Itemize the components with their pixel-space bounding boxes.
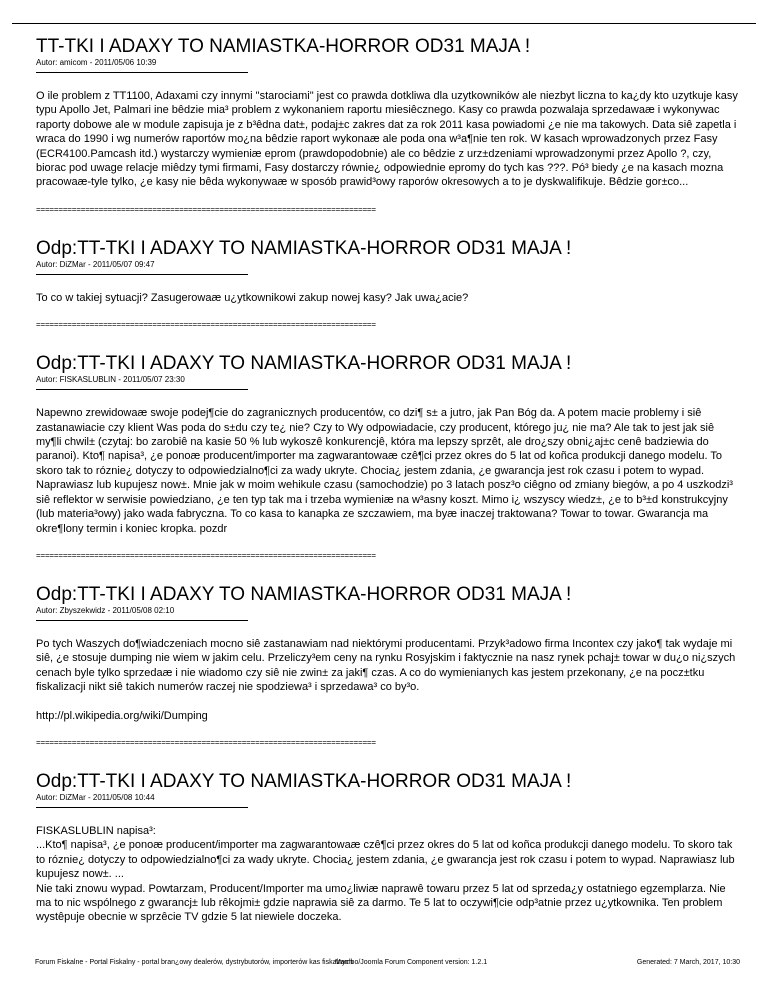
post-title: Odp:TT-TKI I ADAXY TO NAMIASTKA-HORROR OD31 MAJA !	[36, 237, 572, 259]
post-title: Odp:TT-TKI I ADAXY TO NAMIASTKA-HORROR OD31 MAJA !	[36, 770, 572, 792]
top-rule	[12, 23, 756, 24]
post-paragraph: Po tych Waszych do¶wiadczeniach mocno siê zastanawiam nad niektórymi producentami. Przyk³adowo firma Incontex czy jako¶ tak wydaje mi siê, ¿e stosuje dumping nie wiem w jakim celu. Przeliczy³em ceny na rynku Rosyjskim i faktycznie na nasz rynek pchaj± towar w du¿o ni¿szych cenach byle tylko sprzedaæ i nie wiadomo czy siê nie zwin± za jaki¶ czas. A co do wymienianych kas jestem przekonany, ¿e na pocz±tku fiskalizacji nikt siê takich numerów raczej nie spodziewa³ i sprzedawa³ co by³o.	[36, 637, 736, 694]
post-author-date: Autor: amicom - 2011/05/06 10:39	[36, 58, 157, 67]
post-title: Odp:TT-TKI I ADAXY TO NAMIASTKA-HORROR OD31 MAJA !	[36, 583, 572, 605]
post-body	[36, 406, 741, 536]
footer-site-name: Forum Fiskalne - Portal Fiskalny - portal bran¿owy dealerów, dystrybutorów, importerów kas fiskalnych	[35, 959, 353, 966]
post	[36, 771, 741, 925]
page-footer	[35, 958, 740, 967]
post-paragraph: O ile problem z TT1100, Adaxami czy innymi "starociami" jest co prawda dotkliwa dla uzytkowników ale niezbyt liczna to ka¿dy kto uzytkuje kasy typu Apollo Jet, Palmari ine bêdzie mia³ problem z wykonaniem raportu miesiêcznego. Kasy co prawda pozwalaja sprzedawaæ i wykonywac raporty dobowe ale w module zapisuja je z b³êdna dat±, podaj±c zakres dat za rok 2011 kasa powiadomi ¿e nie ma takowych. Data siê zapetla i wraca do 1990 i wg numerów raportów mo¿na bêdzie raport wykonaæ ale poda ona w³a¶nie ten rok. W kasach wprowadzonych przez Fasy (ECR4100.Pamcash itd.) wystarczy wymieniæ eprom (prawdopodobnie) ale co bêdzie z urz±dzeniami wprowadzonymi przez Apollo ?, czy, biorac pod uwage relacje miêdzy tymi firmami, Fasy dostarczy równie¿ odpowiednie epromy do tych kas ???. Pó³ biedy ¿e na kasach mozna pracowaæ-tyle tylko, ¿e kasy nie bêda wykonywaæ w sposób prawid³owy raporów okresowych a to je dyskwalifikuje. Bêdzie gor±co...	[36, 90, 738, 189]
post-paragraph: Napewno zrewidowaæ swoje podej¶cie do zagranicznych producentów, co dzi¶ s± a jutro, jak Pan Bóg da. A potem macie problemy i siê zastanawiacie czy klient Was poda do s±du czy te¿ nie? Czy to Wy odpowiadacie, czy producent, którego ju¿ nie ma? Ale tak to jest jak siê my¶li chwil± (czytaj: bo zarobiê na kasie 50 % lub wykoszê konkurencjê, która ma lepszy sprzêt, ale dro¿szy obni¿aj±c cenê badziewia do paranoi). Kto¶ napisa³, ¿e ponoæ producent/importer ma zagwarantowaæ czê¶ci przez okres do 5 lat od koñca produkcji danego modelu. To skoro tak to róznie¿ dotyczy to odpowiedzialno¶ci za wady ukryte. Chocia¿ jestem zdania, ¿e gwarancja jest rok czasu i potem to wypad. Naprawiasz lub kupujesz now±. Mnie jak w moim wehikule czasu (samochodzie) po 3 latach posz³o ciêgno od zmiany biegów, a po 4 uszkodzi³ siê reflektor w serwisie powiedziano, ¿e ten typ tak ma i trzeba wymieniæ na w³asny koszt. Mimo i¿ wszyscy wiedz±, ¿e to b³±d konstrukcyjny (lub materia³owy) jako wada fabryczna. To co kasa to kanapka ze szczawiem, ma byæ inaczej traktowana? Towar to towar. Gwarancja ma okre¶lony termin i koniec kropka. pozdr	[36, 407, 733, 535]
post	[36, 353, 741, 561]
forum-export-page	[36, 32, 741, 925]
post	[36, 36, 741, 215]
meta-divider	[36, 807, 248, 808]
footer-generated-date: Generated: 7 March, 2017, 10:30	[636, 959, 740, 966]
post-body	[36, 89, 741, 190]
post-separator: ============================================================================	[36, 550, 376, 560]
post-author-date: Autor: DiZMar - 2011/05/08 10:44	[36, 792, 155, 802]
post-paragraph: To co w takiej sytuacji? Zasugerowaæ u¿ytkownikowi zakup nowej kasy? Jak uwa¿acie?	[36, 291, 469, 304]
meta-divider	[36, 274, 248, 275]
post	[36, 584, 741, 748]
post	[36, 238, 741, 330]
post-title: TT-TKI I ADAXY TO NAMIASTKA-HORROR OD31 MAJA !	[36, 36, 531, 57]
post-paragraph: Nie taki znowu wypad. Powtarzam, Producent/Importer ma umo¿liwiæ naprawê towaru przez 5 lat od sprzeda¿y ostatniego egzemplarza. Nie ma to nic wspólnego z gwarancj± lub rêkojmi± gdzie naprawia siê za darmo. Te 5 lat to oczywi¶cie odp³atnie przez u¿ytkownika. Ten problem wystêpuje obecnie w sprzêcie TV gdzie 5 lat niewiele doczeka.	[36, 882, 726, 924]
post-link[interactable]: http://pl.wikipedia.org/wiki/Dumping	[36, 709, 208, 722]
post-author-date: Autor: DiZMar - 2011/05/07 09:47	[36, 259, 155, 269]
meta-divider	[36, 72, 248, 73]
footer-component-version: Mambo/Joomla Forum Component version: 1.2.1	[335, 959, 488, 966]
meta-divider	[36, 389, 248, 390]
post-author-date: Autor: FISKASLUBLIN - 2011/05/07 23:30	[36, 375, 185, 385]
post-separator: ============================================================================	[36, 320, 376, 330]
post-separator: ============================================================================	[36, 737, 376, 747]
post-body	[36, 824, 741, 925]
post-body	[36, 637, 741, 723]
quoted-text: ...Kto¶ napisa³, ¿e ponoæ producent/importer ma zagwarantowaæ czê¶ci przez okres do 5 lat od koñca produkcji danego modelu. To skoro tak to róznie¿ dotyczy to odpowiedzialno¶ci za wady ukryte. Chocia¿ jestem zdania, ¿e gwarancja jest rok czasu i potem to wypad. Naprawiasz lub kupujesz now±. ...	[36, 839, 735, 881]
quote-attribution: FISKASLUBLIN napisa³:	[36, 824, 156, 837]
post-body	[36, 291, 741, 305]
meta-divider	[36, 620, 248, 621]
post-separator: ============================================================================	[36, 204, 376, 214]
post-author-date: Autor: Zbyszekwidz - 2011/05/08 02:10	[36, 605, 175, 615]
post-title: Odp:TT-TKI I ADAXY TO NAMIASTKA-HORROR OD31 MAJA !	[36, 353, 572, 375]
